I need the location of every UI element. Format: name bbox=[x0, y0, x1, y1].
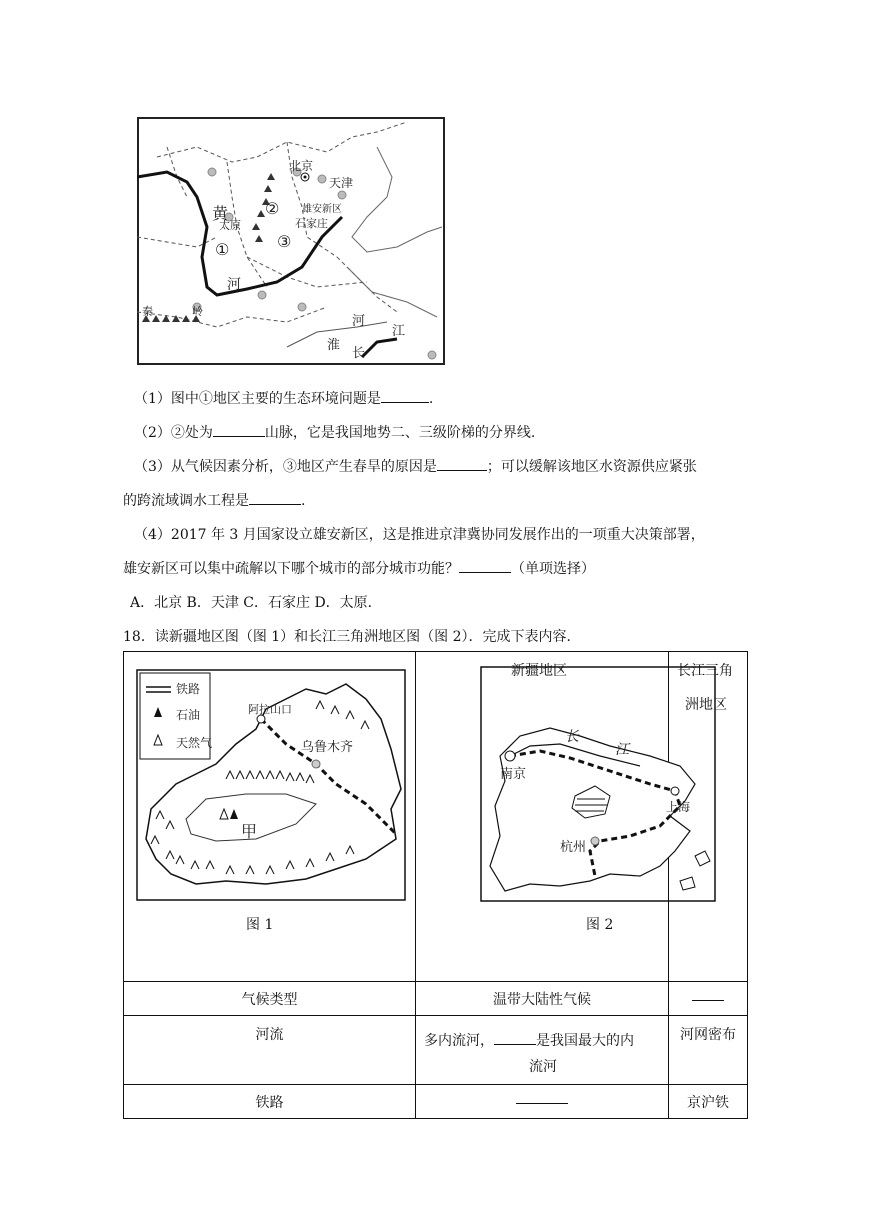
row-railway bbox=[124, 1085, 748, 1119]
row-river-yangtze: 河网密布 bbox=[669, 1016, 748, 1085]
fig2-hangzhou: 杭州 bbox=[560, 840, 587, 855]
question-2 bbox=[134, 422, 535, 442]
header-yangtze-1: 长江三角 bbox=[677, 663, 733, 679]
header-yangtze-cell bbox=[669, 652, 748, 982]
map1-he2: 河 bbox=[352, 314, 366, 329]
xinjiang-map bbox=[136, 669, 406, 901]
map1-area-1: ① bbox=[215, 240, 230, 259]
fig2-cell bbox=[416, 652, 691, 982]
map1-chang: 长 bbox=[352, 346, 366, 361]
question-1 bbox=[134, 388, 433, 408]
row-climate bbox=[124, 982, 748, 1016]
question-4 bbox=[134, 524, 705, 544]
legend-oil: 石油 bbox=[176, 708, 201, 722]
header-yangtze-2: 洲地区 bbox=[685, 697, 727, 713]
q3-end: . bbox=[301, 493, 306, 509]
q3-text-c: 的跨流域调水工程是 bbox=[123, 493, 249, 509]
row-climate-xinjiang: 温带大陆性气候 bbox=[416, 982, 669, 1016]
map1-he: 河 bbox=[227, 277, 241, 293]
header-xinjiang: 新疆地区 bbox=[511, 663, 567, 679]
fig2-jiang: 江 bbox=[615, 742, 629, 758]
map1-beijing: 北京 bbox=[289, 159, 314, 173]
map1-ling: 岭 bbox=[192, 305, 203, 318]
legend-railway: 铁路 bbox=[176, 682, 201, 696]
fig1-urumqi: 乌鲁木齐 bbox=[301, 740, 354, 755]
river-text-c: 流河 bbox=[529, 1059, 557, 1075]
question-4-options: A．北京 B．天津 C．石家庄 D．太原． bbox=[130, 595, 382, 611]
fig2-chang: 长 bbox=[565, 729, 579, 745]
legend-gas: 天然气 bbox=[176, 736, 213, 750]
q2-text-a: （2）②处为 bbox=[134, 425, 213, 441]
fig1-cell bbox=[124, 652, 416, 982]
q1-text: （1）图中①地区主要的生态环境问题是 bbox=[134, 391, 381, 407]
q3-blank-2[interactable] bbox=[249, 490, 301, 505]
map1-tianjin: 天津 bbox=[329, 176, 354, 190]
map1-taiyuan: 太原 bbox=[219, 219, 241, 232]
row-railway-yangtze: 京沪铁 bbox=[669, 1085, 748, 1119]
fig1-jia: 甲 bbox=[241, 822, 258, 841]
row-river-xinjiang bbox=[416, 1016, 669, 1085]
river-text-a: 多内流河， bbox=[424, 1033, 494, 1049]
fig2-caption: 图 2 bbox=[586, 917, 614, 933]
q3-text-b: ；可以缓解该地区水资源供应紧张 bbox=[486, 459, 697, 475]
question-18: 18．读新疆地区图（图 1）和长江三角洲地区图（图 2）．完成下表内容． bbox=[123, 629, 581, 645]
north-china-map bbox=[137, 117, 445, 365]
q2-blank[interactable] bbox=[213, 422, 265, 437]
row-railway-xinjiang bbox=[416, 1085, 669, 1119]
map1-area-3: ③ bbox=[277, 232, 292, 251]
q4-text-b: 雄安新区可以集中疏解以下哪个城市的部分城市功能？ bbox=[123, 561, 459, 577]
map1-jiang: 江 bbox=[392, 324, 406, 339]
comparison-table bbox=[123, 651, 748, 1119]
fig1-caption: 图 1 bbox=[246, 917, 274, 933]
map1-huang: 黄 bbox=[212, 204, 229, 223]
map1-area-2: ② bbox=[265, 199, 280, 218]
fig2-nanjing: 南京 bbox=[500, 767, 527, 782]
fig1-alashankou: 阿拉山口 bbox=[248, 703, 292, 716]
question-3-cont bbox=[123, 490, 305, 510]
row-climate-blank[interactable] bbox=[692, 986, 724, 1001]
row-river bbox=[124, 1016, 748, 1085]
q3-blank-1[interactable] bbox=[437, 456, 487, 471]
row-climate-yangtze bbox=[669, 982, 748, 1016]
q4-text-c: （单项选择） bbox=[511, 561, 595, 577]
question-3 bbox=[134, 456, 697, 476]
map1-shijiazhuang: 石家庄 bbox=[295, 217, 328, 230]
q1-end: . bbox=[428, 391, 434, 407]
river-text-b: 是我国最大的内 bbox=[536, 1033, 634, 1049]
q2-text-b: 山脉，它是我国地势二、三级阶梯的分界线. bbox=[264, 425, 536, 441]
q3-text-a: （3）从气候因素分析，③地区产生春旱的原因是 bbox=[134, 459, 437, 475]
q4-text-a: （4）2017 年 3 月国家设立雄安新区，这是推进京津冀协同发展作出的一项重大决策部署， bbox=[134, 527, 705, 543]
question-4-cont bbox=[123, 558, 595, 578]
row-climate-label: 气候类型 bbox=[124, 982, 416, 1016]
q4-blank[interactable] bbox=[459, 558, 511, 573]
map1-huai: 淮 bbox=[327, 338, 341, 353]
row-railway-label: 铁路 bbox=[124, 1085, 416, 1119]
q1-blank[interactable] bbox=[381, 388, 429, 403]
row-river-label: 河流 bbox=[124, 1016, 416, 1085]
fig2-shanghai: 上海 bbox=[666, 800, 691, 814]
river-blank[interactable] bbox=[494, 1030, 536, 1045]
map1-xiongan: 雄安新区 bbox=[302, 204, 342, 215]
row-railway-blank[interactable] bbox=[516, 1089, 568, 1104]
map1-qin: 秦 bbox=[142, 305, 153, 318]
